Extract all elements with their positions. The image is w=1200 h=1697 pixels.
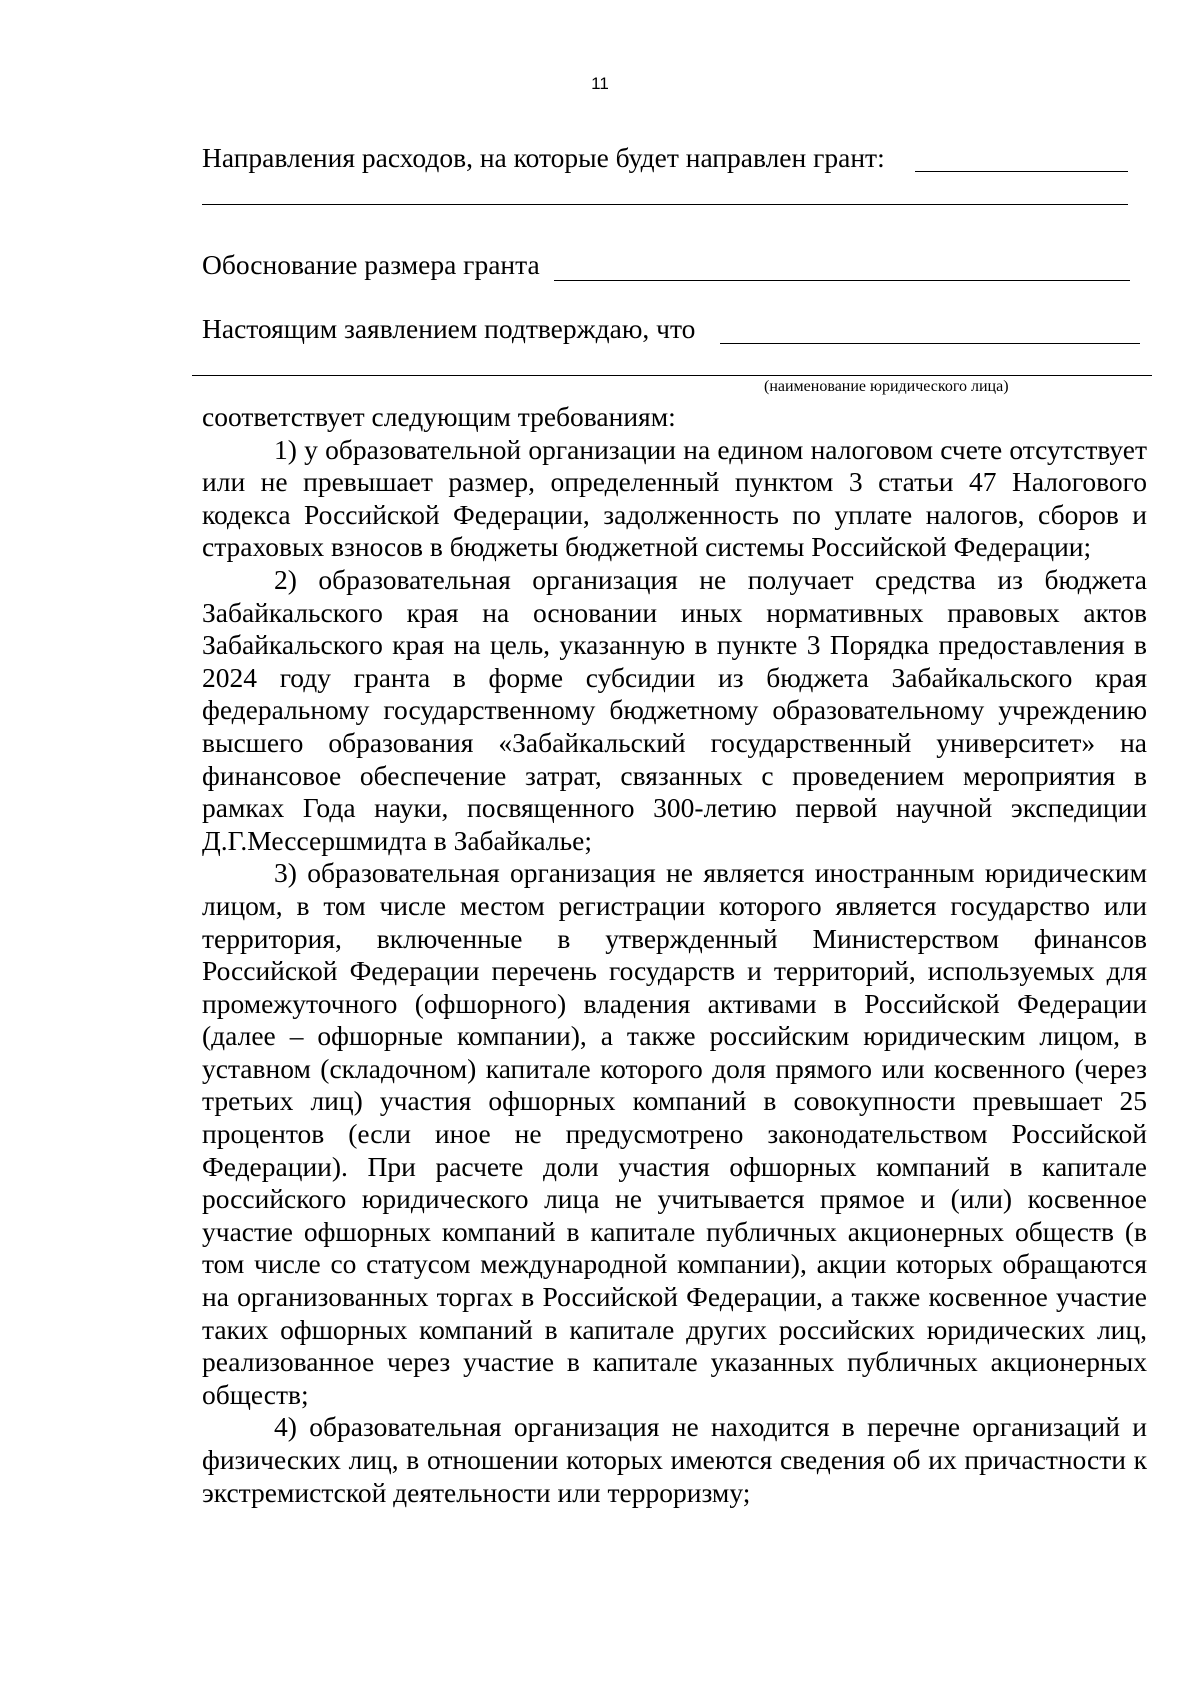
expense-directions-blank[interactable] xyxy=(915,171,1128,172)
requirements-intro: соответствует следующим требованиям: xyxy=(202,401,676,432)
requirement-item-1: 1) у образовательной организации на едином налоговом счете отсутствует или не превышает размер, определенный пунктом 3 статьи 47 Налогового кодекса Российской Федерации, задолженность по уплате налогов, сборов и страховых взносов в бюджеты бюджетной системы Российской Федерации; xyxy=(202,433,1147,563)
grant-justification-label: Обоснование размера гранта xyxy=(202,249,540,280)
requirements-text xyxy=(202,401,1147,1509)
requirement-item-2: 2) образовательная организация не получает средства из бюджета Забайкальского края на основании иных нормативных правовых актов Забайкальского края на цель, указанную в пункте 3 Порядка предоставления в 2024 году гранта в форме субсидии из бюджета Забайкальского края федеральному государственному бюджетному образовательному учреждению высшего образования «Забайкальский государственный университет» на финансовое обеспечение затрат, связанных с проведением мероприятия в рамках Года науки, посвященного 300-летию первой научной экспедиции Д.Г.Мессершмидта в Забайкалье; xyxy=(202,563,1147,856)
grant-justification-blank[interactable] xyxy=(554,280,1130,281)
confirmation-label: Настоящим заявлением подтверждаю, что xyxy=(202,313,696,344)
page-number: 11 xyxy=(591,74,609,93)
requirement-item-4: 4) образовательная организация не находится в перечне организаций и физических лиц, в отношении которых имеются сведения об их причастности к экстремистской деятельности или терроризму; xyxy=(202,1411,1147,1508)
expense-directions-blank-line-2[interactable] xyxy=(202,204,1128,205)
confirmation-blank[interactable] xyxy=(720,343,1140,344)
entity-name-blank[interactable] xyxy=(192,375,1152,376)
requirement-item-3: 3) образовательная организация не является иностранным юридическим лицом, в том числе местом регистрации которого является государство или территория, включенные в утвержденный Министерством финансов Российской Федерации перечень государств и территорий, используемых для промежуточного (офшорного) владения активами в Российской Федерации (далее – офшорные компании), а также российским юридическим лицом, в уставном (складочном) капитале которого доля прямого или косвенного (через третьих лиц) участия офшорных компаний в совокупности превышает 25 процентов (если иное не предусмотрено законодательством Российской Федерации). При расчете доли участия офшорных компаний в капитале российского юридического лица не учитывается прямое и (или) косвенное участие офшорных компаний в капитале публичных акционерных обществ (в том числе со статусом международной компании), акции которых обращаются на организованных торгах в Российской Федерации, а также косвенное участие таких офшорных компаний в капитале других российских юридических лиц, реализованное через участие в капитале указанных публичных акционерных обществ; xyxy=(202,857,1147,1410)
entity-name-caption: (наименование юридического лица) xyxy=(764,378,1009,395)
expense-directions-label: Направления расходов, на которые будет направлен грант: xyxy=(202,142,885,173)
